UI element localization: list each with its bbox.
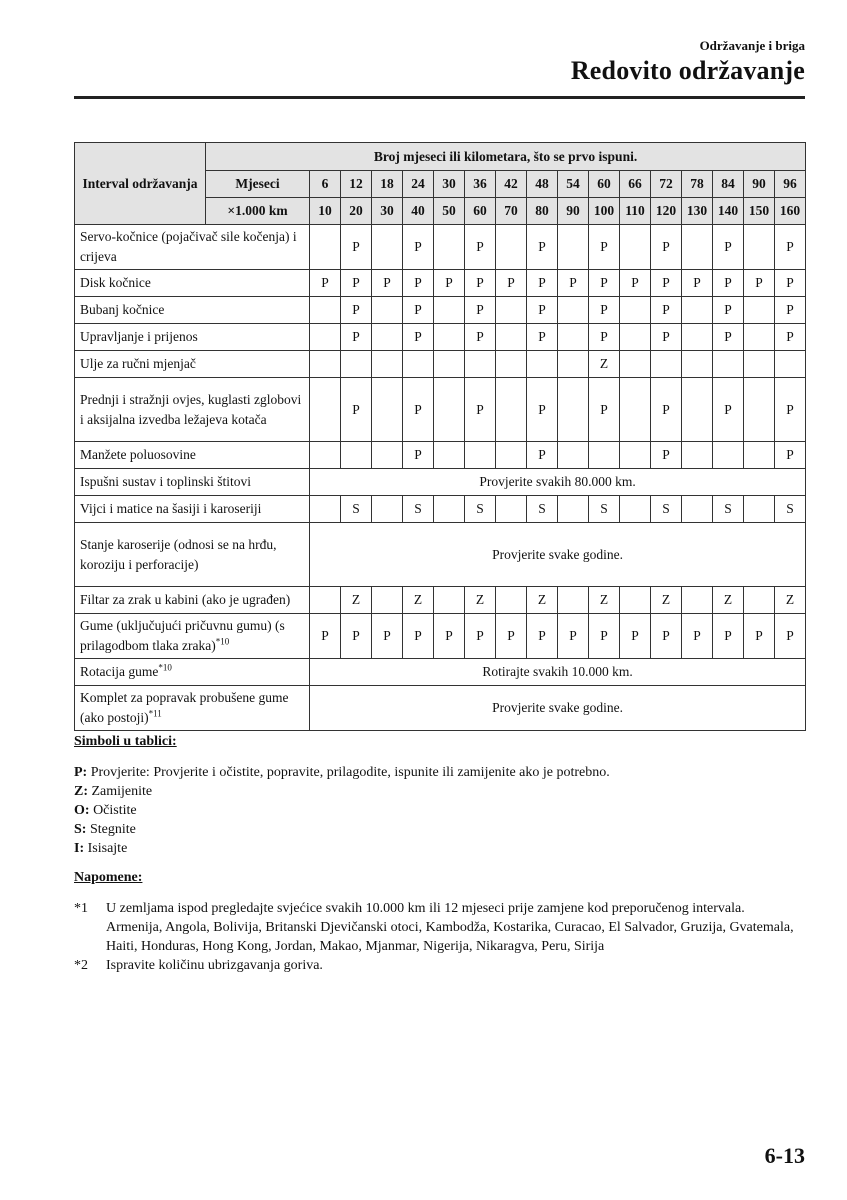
item-label: Disk kočnice — [80, 275, 151, 290]
schedule-cell: Z — [589, 587, 620, 614]
schedule-cell — [682, 442, 713, 469]
item-cell — [75, 496, 310, 523]
item-label: Manžete poluosovine — [80, 447, 196, 462]
schedule-cell — [496, 225, 527, 270]
schedule-cell: P — [341, 270, 372, 297]
schedule-cell: P — [527, 324, 558, 351]
schedule-cell — [496, 378, 527, 442]
month-header: 24 — [403, 171, 434, 198]
schedule-cell — [372, 324, 403, 351]
schedule-cell — [682, 297, 713, 324]
schedule-cell: P — [403, 378, 434, 442]
schedule-cell: P — [527, 270, 558, 297]
schedule-cell — [558, 496, 589, 523]
schedule-cell: Z — [589, 351, 620, 378]
month-header: 78 — [682, 171, 713, 198]
schedule-cell — [310, 496, 341, 523]
schedule-cell: P — [651, 270, 682, 297]
page-number: 6-13 — [764, 1143, 805, 1168]
schedule-cell: P — [403, 270, 434, 297]
interval-note: Provjerite svake godine. — [310, 523, 806, 587]
month-header: 18 — [372, 171, 403, 198]
table-row — [75, 587, 806, 614]
month-header: 30 — [434, 171, 465, 198]
schedule-cell — [434, 225, 465, 270]
item-cell — [75, 442, 310, 469]
schedule-cell: P — [682, 614, 713, 659]
table-row — [75, 469, 806, 496]
schedule-cell: P — [589, 324, 620, 351]
schedule-cell: S — [341, 496, 372, 523]
km-header: 80 — [527, 198, 558, 225]
schedule-cell — [310, 587, 341, 614]
table-row — [75, 324, 806, 351]
schedule-cell: P — [651, 297, 682, 324]
schedule-cell — [372, 442, 403, 469]
item-cell — [75, 297, 310, 324]
month-header: 96 — [775, 171, 806, 198]
schedule-cell: P — [341, 225, 372, 270]
month-header: 12 — [341, 171, 372, 198]
item-cell — [75, 587, 310, 614]
schedule-cell: P — [527, 378, 558, 442]
item-label: Servo-kočnice (pojačivač sile kočenja) i crijeva — [80, 229, 297, 264]
item-label: Gume (uključujući pričuvnu gumu) (s prilagodbom tlaka zraka) — [80, 618, 285, 653]
interval-note: Provjerite svake godine. — [310, 686, 806, 731]
notes-heading: Napomene: — [74, 870, 143, 885]
maintenance-schedule-table — [74, 142, 806, 731]
km-header: 100 — [589, 198, 620, 225]
schedule-cell — [465, 351, 496, 378]
legend-text: Provjerite: Provjerite i očistite, popravite, prilagodite, ispunite ili zamijenite ako je potrebno. — [90, 765, 610, 780]
schedule-cell: P — [713, 614, 744, 659]
schedule-cell — [558, 297, 589, 324]
months-label: Mjeseci — [206, 171, 310, 198]
schedule-cell: P — [775, 442, 806, 469]
schedule-cell: Z — [775, 587, 806, 614]
footnote-ref: *10 — [215, 636, 230, 647]
note-item — [74, 956, 814, 975]
schedule-cell — [620, 496, 651, 523]
schedule-cell: P — [775, 225, 806, 270]
section-label: Održavanje i briga — [699, 38, 805, 53]
schedule-cell: P — [775, 378, 806, 442]
schedule-cell: P — [496, 270, 527, 297]
schedule-cell: P — [775, 297, 806, 324]
schedule-cell: Z — [713, 587, 744, 614]
legend-key: S: — [74, 822, 87, 837]
schedule-cell — [372, 587, 403, 614]
schedule-cell: P — [651, 225, 682, 270]
schedule-cell: P — [589, 297, 620, 324]
schedule-cell — [310, 351, 341, 378]
schedule-cell: P — [310, 614, 341, 659]
km-header: 60 — [465, 198, 496, 225]
schedule-cell — [744, 378, 775, 442]
schedule-cell — [682, 496, 713, 523]
schedule-cell: S — [527, 496, 558, 523]
item-cell — [75, 523, 310, 587]
schedule-cell: P — [465, 225, 496, 270]
schedule-cell — [496, 297, 527, 324]
schedule-cell: S — [651, 496, 682, 523]
schedule-cell: P — [372, 270, 403, 297]
note-body — [106, 956, 814, 975]
schedule-cell: P — [713, 297, 744, 324]
schedule-cell: P — [465, 378, 496, 442]
title-rule — [74, 96, 805, 99]
legend-key: I: — [74, 841, 85, 856]
table-row — [75, 523, 806, 587]
schedule-cell: S — [713, 496, 744, 523]
km-header: 20 — [341, 198, 372, 225]
legend-item — [74, 820, 814, 839]
schedule-cell: Z — [465, 587, 496, 614]
schedule-cell: P — [341, 378, 372, 442]
legend-item — [74, 763, 814, 782]
schedule-cell — [744, 496, 775, 523]
schedule-cell: P — [465, 614, 496, 659]
schedule-cell — [558, 587, 589, 614]
item-cell — [75, 378, 310, 442]
schedule-cell — [744, 442, 775, 469]
interval-note: Rotirajte svakih 10.000 km. — [310, 659, 806, 686]
km-header: 110 — [620, 198, 651, 225]
schedule-cell — [310, 324, 341, 351]
item-label: Ulje za ručni mjenjač — [80, 356, 196, 371]
month-header: 42 — [496, 171, 527, 198]
schedule-cell — [620, 378, 651, 442]
km-header: 40 — [403, 198, 434, 225]
legend-key: P: — [74, 765, 88, 780]
item-cell — [75, 686, 310, 731]
table-row — [75, 686, 806, 731]
schedule-cell — [620, 587, 651, 614]
table-row — [75, 496, 806, 523]
schedule-cell — [744, 324, 775, 351]
schedule-cell — [372, 378, 403, 442]
km-header: 70 — [496, 198, 527, 225]
table-row — [75, 270, 806, 297]
schedule-cell: P — [620, 270, 651, 297]
schedule-cell: P — [465, 324, 496, 351]
item-label: Prednji i stražnji ovjes, kuglasti zglobovi i aksijalna izvedba ležajeva kotača — [80, 391, 302, 427]
schedule-cell — [310, 225, 341, 270]
legend-text: Stegnite — [89, 822, 136, 837]
schedule-cell: P — [310, 270, 341, 297]
schedule-cell: P — [651, 378, 682, 442]
schedule-cell: P — [713, 270, 744, 297]
legend-key: Z: — [74, 784, 88, 799]
schedule-cell — [310, 442, 341, 469]
item-cell — [75, 614, 310, 659]
legend-key: O: — [74, 803, 90, 818]
schedule-body — [75, 225, 806, 731]
schedule-cell — [558, 442, 589, 469]
schedule-cell: Z — [527, 587, 558, 614]
schedule-cell — [341, 351, 372, 378]
schedule-cell: P — [651, 324, 682, 351]
schedule-cell — [434, 297, 465, 324]
schedule-cell — [496, 496, 527, 523]
schedule-cell: P — [527, 297, 558, 324]
schedule-cell — [372, 351, 403, 378]
item-cell — [75, 351, 310, 378]
km-header: 90 — [558, 198, 589, 225]
item-label: Rotacija gume — [80, 664, 159, 679]
legend-heading: Simboli u tablici: — [74, 734, 177, 749]
schedule-cell — [496, 587, 527, 614]
schedule-cell — [558, 351, 589, 378]
page-title: Redovito održavanje — [570, 56, 805, 85]
item-cell — [75, 659, 310, 686]
note-line: Armenija, Angola, Bolivija, Britanski Djevičanski otoci, Kambodža, Kostarika, Curacao, El Salvador, Gruzija, Gvatemala, Haiti, Honduras, Hong Kong, Jordan, Makao, Mjanmar, Nigerija, Nikaragva, Peru, Sirija — [106, 920, 794, 954]
schedule-cell — [713, 442, 744, 469]
schedule-cell — [434, 351, 465, 378]
schedule-cell: P — [527, 225, 558, 270]
schedule-cell — [682, 351, 713, 378]
item-cell — [75, 225, 310, 270]
item-label: Komplet za popravak probušene gume (ako postoji) — [80, 690, 289, 725]
month-header: 90 — [744, 171, 775, 198]
schedule-cell — [744, 225, 775, 270]
note-marker: *2 — [74, 958, 88, 973]
schedule-cell — [775, 351, 806, 378]
item-label: Upravljanje i prijenos — [80, 329, 198, 344]
schedule-cell — [434, 324, 465, 351]
schedule-cell: P — [403, 614, 434, 659]
schedule-cell: P — [341, 614, 372, 659]
schedule-cell — [403, 351, 434, 378]
month-header: 6 — [310, 171, 341, 198]
item-cell — [75, 324, 310, 351]
table-row — [75, 297, 806, 324]
footnote-ref: *10 — [158, 662, 172, 673]
item-cell — [75, 469, 310, 496]
schedule-cell: P — [465, 297, 496, 324]
span-header: Broj mjeseci ili kilometara, što se prvo ispuni. — [206, 143, 806, 171]
schedule-cell: P — [465, 270, 496, 297]
schedule-cell: P — [651, 614, 682, 659]
item-label: Vijci i matice na šasiji i karoseriji — [80, 501, 262, 516]
schedule-cell: P — [372, 614, 403, 659]
schedule-cell: P — [558, 270, 589, 297]
schedule-cell — [434, 587, 465, 614]
km-header: 160 — [775, 198, 806, 225]
schedule-cell — [372, 225, 403, 270]
schedule-cell: P — [651, 442, 682, 469]
km-header: 50 — [434, 198, 465, 225]
schedule-cell — [713, 351, 744, 378]
schedule-cell — [682, 378, 713, 442]
schedule-cell: P — [403, 297, 434, 324]
km-header: 150 — [744, 198, 775, 225]
item-label: Ispušni sustav i toplinski štitovi — [80, 474, 252, 489]
schedule-cell: P — [713, 324, 744, 351]
schedule-cell: P — [434, 270, 465, 297]
legend-text: Isisajte — [87, 841, 128, 856]
schedule-cell: P — [341, 324, 372, 351]
schedule-cell: P — [713, 378, 744, 442]
schedule-cell: P — [744, 614, 775, 659]
schedule-cell: P — [527, 614, 558, 659]
schedule-cell: P — [403, 442, 434, 469]
schedule-cell — [496, 442, 527, 469]
schedule-cell — [620, 442, 651, 469]
schedule-cell: P — [496, 614, 527, 659]
notes-section — [74, 868, 814, 975]
schedule-cell: P — [434, 614, 465, 659]
schedule-cell — [589, 442, 620, 469]
schedule-cell — [744, 351, 775, 378]
schedule-cell — [434, 496, 465, 523]
note-line: U zemljama ispod pregledajte svjećice svakih 10.000 km ili 12 mjeseci prije zamjene kod preporučenog intervala. — [106, 901, 745, 916]
legend-item — [74, 839, 814, 858]
schedule-cell: P — [620, 614, 651, 659]
km-label: ×1.000 km — [206, 198, 310, 225]
km-header: 140 — [713, 198, 744, 225]
km-header: 120 — [651, 198, 682, 225]
schedule-cell: S — [465, 496, 496, 523]
legend-text: Zamijenite — [91, 784, 153, 799]
schedule-cell: Z — [341, 587, 372, 614]
table-row — [75, 378, 806, 442]
schedule-cell: Z — [651, 587, 682, 614]
schedule-cell — [558, 324, 589, 351]
schedule-cell — [310, 378, 341, 442]
month-header: 66 — [620, 171, 651, 198]
footnote-ref: *11 — [148, 708, 162, 719]
month-header: 48 — [527, 171, 558, 198]
schedule-cell: P — [775, 614, 806, 659]
table-row — [75, 442, 806, 469]
schedule-cell: S — [775, 496, 806, 523]
item-label: Filtar za zrak u kabini (ako je ugrađen) — [80, 592, 291, 607]
schedule-cell — [620, 324, 651, 351]
schedule-cell: P — [558, 614, 589, 659]
note-line: Ispravite količinu ubrizgavanja goriva. — [106, 958, 323, 973]
schedule-cell — [372, 496, 403, 523]
note-marker: *1 — [74, 901, 88, 916]
schedule-cell — [620, 297, 651, 324]
schedule-cell — [744, 297, 775, 324]
schedule-cell: P — [775, 324, 806, 351]
table-row — [75, 351, 806, 378]
schedule-cell: P — [682, 270, 713, 297]
schedule-cell: P — [744, 270, 775, 297]
month-header: 54 — [558, 171, 589, 198]
legend-item — [74, 801, 814, 820]
km-header: 130 — [682, 198, 713, 225]
legend-text: Očistite — [93, 803, 137, 818]
schedule-cell — [372, 297, 403, 324]
schedule-cell — [496, 351, 527, 378]
schedule-cell — [465, 442, 496, 469]
schedule-cell: P — [403, 225, 434, 270]
schedule-cell — [558, 225, 589, 270]
table-row — [75, 659, 806, 686]
schedule-cell — [682, 324, 713, 351]
schedule-cell: P — [527, 442, 558, 469]
month-header: 36 — [465, 171, 496, 198]
schedule-cell: P — [775, 270, 806, 297]
schedule-cell: P — [403, 324, 434, 351]
item-cell — [75, 270, 310, 297]
schedule-cell: P — [589, 225, 620, 270]
month-header: 72 — [651, 171, 682, 198]
table-row — [75, 614, 806, 659]
km-header: 10 — [310, 198, 341, 225]
table-row — [75, 225, 806, 270]
note-item — [74, 899, 814, 956]
schedule-cell: Z — [403, 587, 434, 614]
schedule-cell — [682, 225, 713, 270]
schedule-cell: P — [589, 270, 620, 297]
schedule-cell — [620, 225, 651, 270]
schedule-cell: P — [713, 225, 744, 270]
note-body — [106, 899, 814, 956]
schedule-cell: P — [589, 378, 620, 442]
item-label: Bubanj kočnice — [80, 302, 165, 317]
schedule-cell — [496, 324, 527, 351]
schedule-cell — [558, 378, 589, 442]
symbols-legend — [74, 732, 814, 858]
schedule-cell — [341, 442, 372, 469]
schedule-cell — [744, 587, 775, 614]
schedule-cell: P — [341, 297, 372, 324]
legend-item — [74, 782, 814, 801]
schedule-cell — [682, 587, 713, 614]
month-header: 60 — [589, 171, 620, 198]
item-label: Stanje karoserije (odnosi se na hrđu, koroziju i perforacije) — [80, 536, 277, 572]
month-header: 84 — [713, 171, 744, 198]
schedule-cell: P — [589, 614, 620, 659]
schedule-cell — [620, 351, 651, 378]
interval-note: Provjerite svakih 80.000 km. — [310, 469, 806, 496]
schedule-cell — [651, 351, 682, 378]
schedule-cell — [527, 351, 558, 378]
schedule-cell: S — [589, 496, 620, 523]
schedule-cell — [434, 442, 465, 469]
schedule-cell — [310, 297, 341, 324]
km-header: 30 — [372, 198, 403, 225]
schedule-cell — [434, 378, 465, 442]
schedule-cell: S — [403, 496, 434, 523]
interval-header: Interval održavanja — [75, 143, 206, 225]
